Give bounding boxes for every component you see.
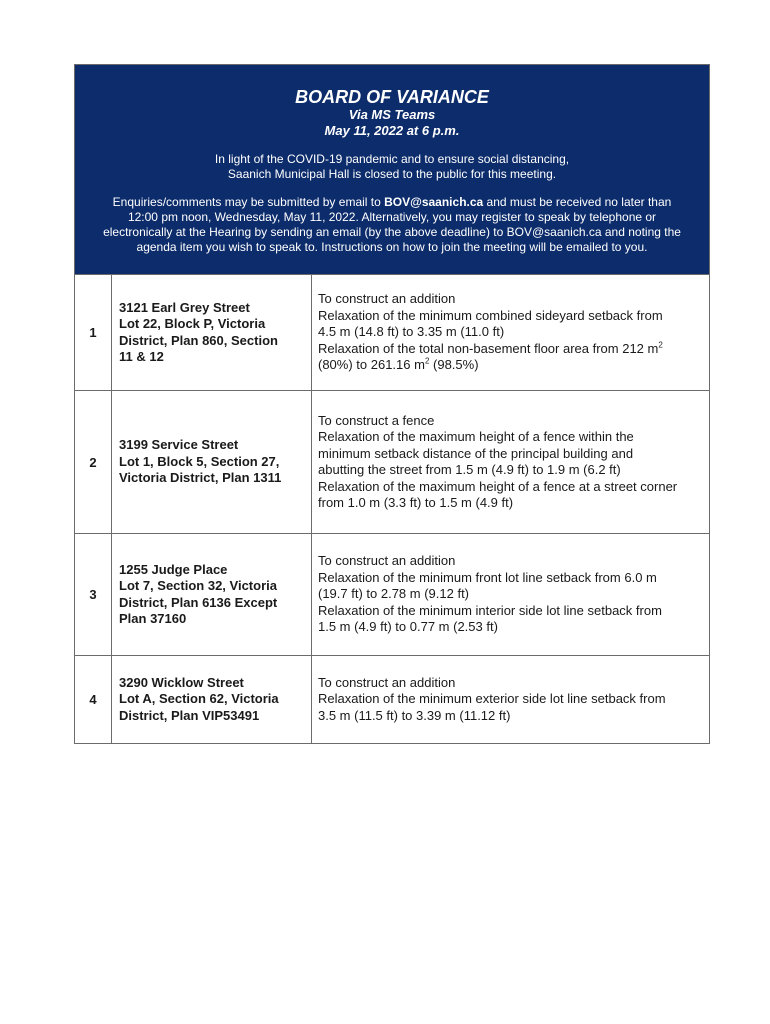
description-line [318, 341, 663, 358]
description-line: (19.7 ft) to 2.78 m (9.12 ft) [318, 586, 470, 602]
enquiries-line: 12:00 pm noon, Wednesday, May 11, 2022. Alternatively, you may register to speak by telephone or [127, 210, 657, 224]
description-text: (80%) to 261.16 m [318, 357, 425, 373]
address-line: Lot 1, Block 5, Section 27, [119, 453, 280, 469]
address-line: Lot 22, Block P, Victoria [119, 316, 266, 331]
item-number: 2 [75, 391, 112, 533]
meeting-platform: Via MS Teams [348, 107, 436, 122]
agenda-header [75, 65, 709, 275]
item-address [112, 656, 312, 743]
enquiries-text: Enquiries/comments may be submitted by email to [112, 195, 385, 209]
item-description [312, 656, 709, 743]
table-row [75, 275, 709, 391]
item-description [312, 534, 709, 655]
description-line: Relaxation of the maximum height of a fence at a street corner [318, 478, 678, 494]
description-line: To construct an addition [318, 291, 456, 307]
table-row [75, 656, 709, 743]
item-address [112, 534, 312, 655]
description-text: (98.5%) [429, 357, 479, 373]
description-line: To construct an addition [318, 553, 456, 569]
variance-agenda-table [74, 64, 710, 744]
item-address [112, 391, 312, 533]
address-line: 3121 Earl Grey Street [119, 299, 250, 315]
address-line: 3290 Wicklow Street [119, 674, 244, 690]
description-line: 1.5 m (4.9 ft) to 0.77 m (2.53 ft) [318, 619, 498, 635]
enquiries-line: electronically at the Hearing by sending an email (by the above deadline) to BOV@saanich.ca and noting the [103, 225, 681, 239]
description-line: 3.5 m (11.5 ft) to 3.39 m (11.12 ft) [318, 707, 511, 723]
enquiries-line: agenda item you wish to speak to. Instructions on how to join the meeting will be emailed to you. [136, 240, 648, 254]
address-line: District, Plan VIP53491 [119, 707, 260, 723]
address-line: Victoria District, Plan 1311 [119, 470, 282, 486]
item-description [312, 275, 709, 390]
description-line: Relaxation of the minimum interior side lot line setback from [318, 602, 662, 618]
table-row [75, 391, 709, 534]
address-line: 1255 Judge Place [119, 561, 228, 577]
enquiries-notice [75, 195, 709, 255]
item-number: 3 [75, 534, 112, 655]
description-line: abutting the street from 1.5 m (4.9 ft) to 1.9 m (6.2 ft) [318, 462, 621, 477]
description-line: To construct a fence [318, 412, 435, 428]
address-line: District, Plan 860, Section [119, 332, 278, 348]
address-line: 11 & 12 [119, 349, 164, 364]
address-line: 3199 Service Street [119, 437, 239, 453]
covid-notice-line: Saanich Municipal Hall is closed to the public for this meeting. [227, 167, 557, 181]
description-line: from 1.0 m (3.3 ft) to 1.5 m (4.9 ft) [318, 495, 514, 510]
description-line: Relaxation of the minimum front lot line setback from 6.0 m [318, 569, 657, 585]
covid-notice-line: In light of the COVID-19 pandemic and to ensure social distancing, [214, 152, 570, 166]
covid-notice [75, 152, 709, 182]
address-line: Lot 7, Section 32, Victoria [119, 578, 277, 593]
item-address [112, 275, 312, 390]
description-line: Relaxation of the minimum exterior side lot line setback from [318, 691, 666, 707]
description-line: To construct an addition [318, 674, 456, 690]
page-title: BOARD OF VARIANCE [295, 87, 489, 107]
description-line: Relaxation of the minimum combined sideyard setback from [318, 307, 663, 323]
enquiries-text: and must be received no later than [483, 195, 672, 209]
description-line: Relaxation of the maximum height of a fence within the [318, 429, 634, 444]
table-row [75, 534, 709, 656]
email-link[interactable]: BOV@saanich.ca [384, 195, 484, 209]
item-number: 1 [75, 275, 112, 390]
description-text: Relaxation of the total non-basement floor area from 212 m [318, 340, 659, 356]
address-line: District, Plan 6136 Except [119, 594, 278, 610]
address-line: Plan 37160 [119, 611, 187, 626]
item-description [312, 391, 709, 533]
item-number: 4 [75, 656, 112, 743]
description-line: 4.5 m (14.8 ft) to 3.35 m (11.0 ft) [318, 324, 505, 340]
description-line: minimum setback distance of the principal building and [318, 445, 634, 461]
enquiries-line [85, 195, 699, 210]
description-line [318, 357, 663, 374]
address-line: Lot A, Section 62, Victoria [119, 691, 279, 707]
superscript: 2 [658, 340, 663, 350]
superscript: 2 [424, 356, 430, 366]
meeting-date: May 11, 2022 at 6 p.m. [324, 123, 460, 138]
